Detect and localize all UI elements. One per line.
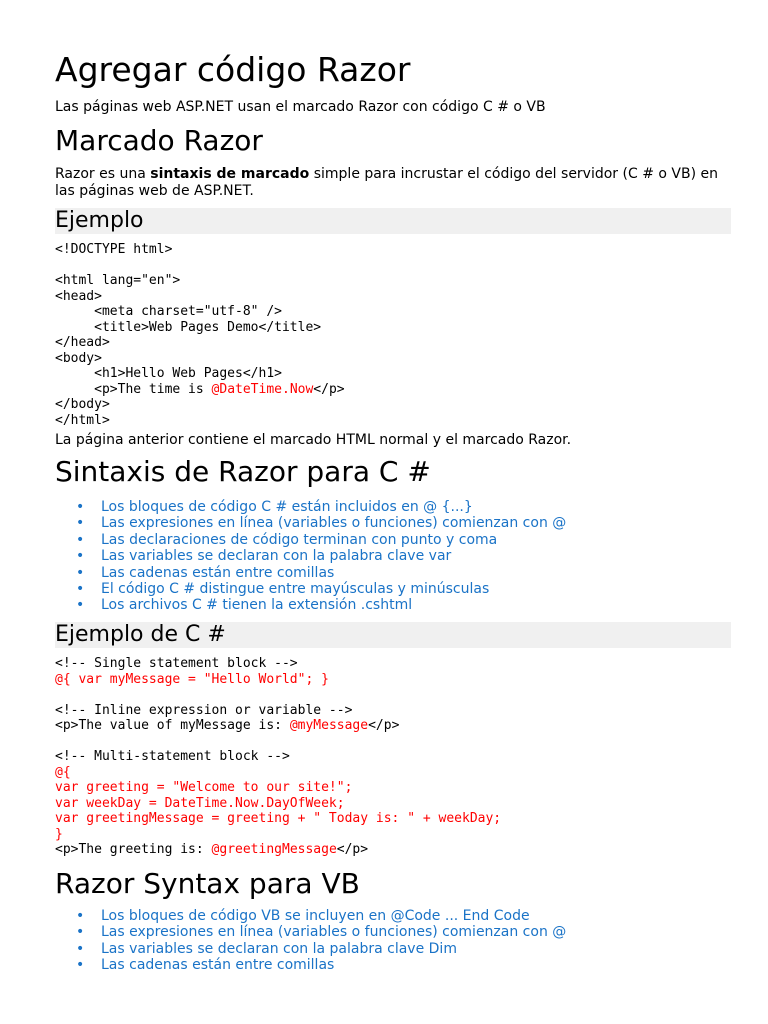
code-line: <body>	[55, 350, 102, 366]
bullet-icon: •	[76, 581, 85, 598]
code-line: <p>The value of myMessage is:	[55, 718, 290, 733]
list-item-text: Los bloques de código C # están incluidos en @ {...}	[101, 499, 473, 515]
example-csharp-heading: Ejemplo de C #	[55, 622, 731, 648]
code-line: </p>	[368, 718, 400, 733]
bullet-icon: •	[76, 908, 85, 924]
markup-description	[55, 166, 731, 200]
list-item-text: El código C # distingue entre mayúsculas y minúsculas	[101, 581, 490, 598]
list-item-text: Las expresiones en línea (variables o funciones) comienzan con @	[101, 515, 567, 532]
code-line: </p>	[336, 842, 369, 857]
markup-text-before: Razor es una	[55, 166, 151, 182]
list-item-text: Las declaraciones de código terminan con punto y coma	[101, 531, 498, 548]
code-comment: <!-- Inline expression or variable -->	[55, 702, 353, 718]
razor-code-line: @{ var myMessage = "Hello World"; }	[55, 671, 329, 687]
code-line: </body>	[55, 397, 110, 412]
bullet-icon: •	[76, 924, 85, 941]
list-item	[55, 581, 731, 597]
razor-expression: @greetingMessage	[211, 842, 337, 857]
code-block-html-example	[55, 242, 731, 428]
bullet-icon: •	[76, 531, 85, 548]
code-line: <title>Web Pages Demo</title>	[55, 319, 322, 335]
list-item	[55, 499, 731, 515]
razor-code-line: var greeting = "Welcome to our site!";	[55, 780, 353, 795]
code-comment: <!-- Multi-statement block -->	[55, 749, 290, 764]
list-item	[55, 515, 731, 531]
razor-code-line: @{	[55, 764, 71, 780]
heading-marcado-razor: Marcado Razor	[55, 124, 263, 157]
markup-text-after: simple para incrustar el código del servidor (C # o VB) en las páginas web de ASP.NET.	[55, 166, 718, 199]
list-item-text: Los archivos C # tienen la extensión .cshtml	[101, 597, 413, 614]
list-item-text: Los bloques de código VB se incluyen en @Code ... End Code	[101, 908, 530, 924]
code-line: <p>The time is	[55, 381, 212, 397]
code-line: <meta charset="utf-8" />	[55, 304, 282, 319]
bullet-icon: •	[76, 499, 85, 515]
list-item	[55, 957, 731, 973]
list-item-text: Las cadenas están entre comillas	[101, 957, 335, 974]
razor-code-line: }	[55, 826, 63, 842]
list-item-text: Las expresiones en línea (variables o funciones) comienzan con @	[101, 924, 567, 941]
code-line: <html lang="en">	[55, 273, 181, 288]
razor-code-line: var greetingMessage = greeting + " Today is: " + weekDay;	[55, 811, 502, 826]
list-item-text: Las variables se declaran con la palabra clave var	[101, 548, 452, 565]
razor-code-line: var weekDay = DateTime.Now.DayOfWeek;	[55, 795, 345, 811]
heading-razor-vb: Razor Syntax para VB	[55, 867, 360, 900]
list-item	[55, 532, 731, 548]
razor-expression: @myMessage	[289, 718, 369, 733]
bullet-icon: •	[76, 957, 85, 974]
bullet-icon: •	[76, 564, 85, 581]
heading-sintaxis-csharp: Sintaxis de Razor para C #	[55, 455, 431, 488]
list-item	[55, 924, 731, 940]
list-item	[55, 941, 731, 957]
code-comment: <!-- Single statement block -->	[55, 656, 298, 671]
page-title: Agregar código Razor	[55, 50, 411, 89]
code-line: <!DOCTYPE html>	[55, 242, 173, 257]
bullet-icon: •	[76, 597, 85, 614]
markup-text-bold: sintaxis de marcado	[150, 166, 310, 182]
code-block-csharp-example	[55, 656, 731, 858]
code-line: </head>	[55, 335, 110, 350]
list-item	[55, 597, 731, 613]
list-item-text: Las variables se declaran con la palabra clave Dim	[101, 940, 457, 957]
csharp-rules-list	[55, 499, 731, 614]
code-line: <p>The greeting is:	[55, 842, 212, 857]
example-heading: Ejemplo	[55, 208, 731, 234]
list-item	[55, 548, 731, 564]
example-explanation: La página anterior contiene el marcado HTML normal y el marcado Razor.	[55, 432, 572, 448]
list-item	[55, 565, 731, 581]
razor-expression: @DateTime.Now	[211, 381, 314, 397]
bullet-icon: •	[76, 548, 85, 565]
code-line: </html>	[55, 412, 110, 428]
bullet-icon: •	[76, 515, 85, 532]
intro-text: Las páginas web ASP.NET usan el marcado Razor con código C # o VB	[55, 99, 546, 115]
list-item	[55, 908, 731, 924]
code-line: <head>	[55, 288, 102, 304]
code-line: </p>	[313, 381, 345, 397]
bullet-icon: •	[76, 940, 85, 957]
vb-rules-list	[55, 908, 731, 974]
list-item-text: Las cadenas están entre comillas	[101, 564, 335, 581]
code-line: <h1>Hello Web Pages</h1>	[55, 366, 282, 381]
